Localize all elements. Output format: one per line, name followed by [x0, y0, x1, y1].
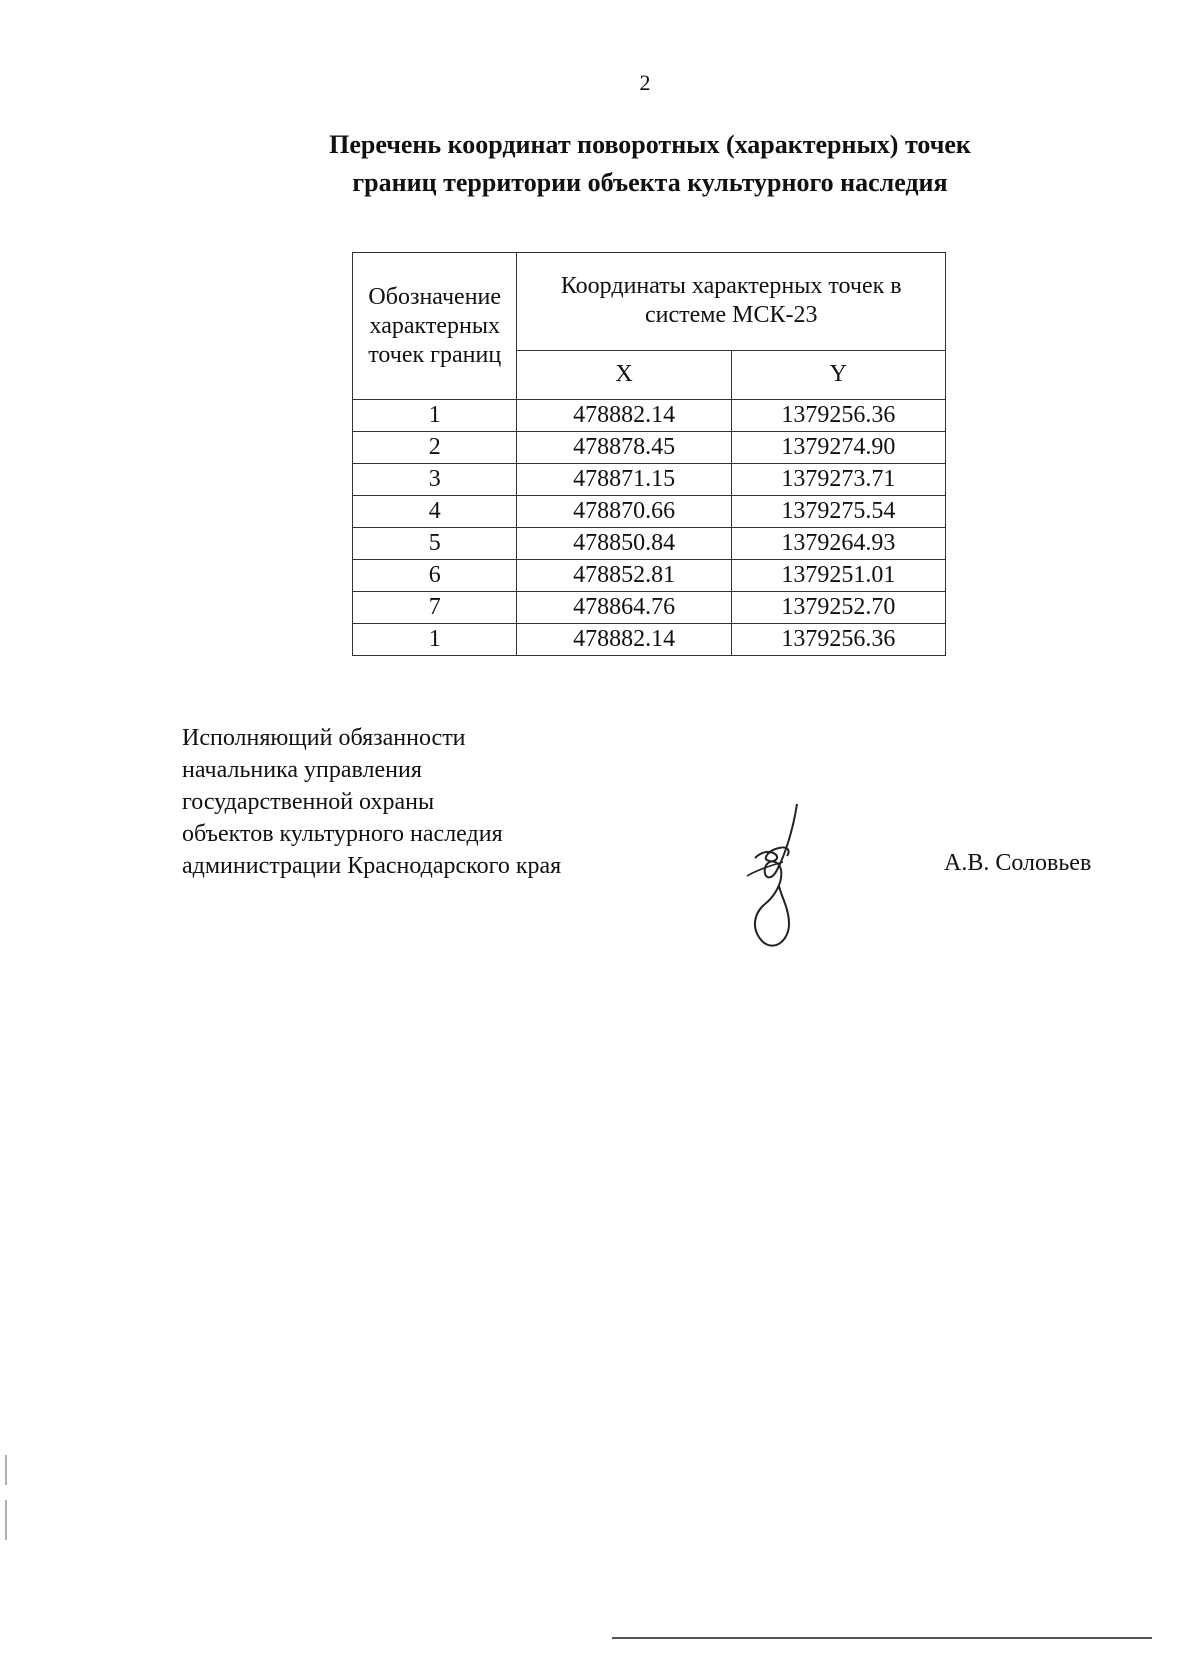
cell-point: 3: [353, 464, 517, 496]
position-line-5: администрации Краснодарского края: [182, 853, 562, 879]
document-title-line-2: границ территории объекта культурного наследия: [352, 168, 948, 197]
cell-x: 478882.14: [517, 624, 731, 656]
cell-y: 1379256.36: [731, 400, 945, 432]
cell-y: 1379264.93: [731, 528, 945, 560]
table-row: [353, 592, 946, 624]
cell-point: 2: [353, 432, 517, 464]
signer-name: А.В. Соловьев: [944, 850, 1092, 876]
position-line-2: начальника управления: [182, 757, 422, 783]
position-line-3: государственной охраны: [182, 789, 435, 815]
cell-point: 5: [353, 528, 517, 560]
bottom-rule: [612, 1637, 1152, 1639]
table-row: [353, 528, 946, 560]
handwritten-signature: [735, 800, 825, 950]
cell-y: 1379256.36: [731, 624, 945, 656]
cell-x: 478882.14: [517, 400, 731, 432]
document-title-line-1: Перечень координат поворотных (характерных) точек: [329, 130, 971, 159]
header-coordinates-line-2: системе МСК-23: [645, 302, 818, 329]
cell-x: 478870.66: [517, 496, 731, 528]
cell-point: 7: [353, 592, 517, 624]
cell-y: 1379275.54: [731, 496, 945, 528]
header-designation-line-2: характерных: [369, 312, 500, 339]
table-row: [353, 400, 946, 432]
position-line-1: Исполняющий обязанности: [182, 725, 466, 751]
cell-x: 478864.76: [517, 592, 731, 624]
cell-y: 1379252.70: [731, 592, 945, 624]
cell-y: 1379274.90: [731, 432, 945, 464]
cell-y: 1379273.71: [731, 464, 945, 496]
header-coordinates-group: [517, 253, 946, 351]
table-row: [353, 624, 946, 656]
scan-margin-mark: [5, 1500, 7, 1540]
header-designation-line-3: точек границ: [368, 341, 502, 368]
coordinates-table: [352, 252, 946, 656]
header-x: X: [517, 350, 731, 399]
page-number: 2: [639, 70, 651, 95]
signatory-position: [182, 722, 561, 882]
table-row: [353, 432, 946, 464]
scan-margin-mark: [5, 1455, 7, 1485]
header-designation-line-1: Обозначение: [368, 283, 502, 310]
cell-x: 478871.15: [517, 464, 731, 496]
header-coordinates-line-1: Координаты характерных точек в: [560, 273, 902, 300]
cell-point: 1: [353, 400, 517, 432]
position-line-4: объектов культурного наследия: [182, 821, 503, 847]
cell-x: 478852.81: [517, 560, 731, 592]
header-designation: [353, 253, 517, 400]
cell-point: 1: [353, 624, 517, 656]
header-y: Y: [731, 350, 945, 399]
document-title: [0, 126, 1200, 202]
cell-y: 1379251.01: [731, 560, 945, 592]
table-row: [353, 496, 946, 528]
cell-point: 6: [353, 560, 517, 592]
table-row: [353, 464, 946, 496]
cell-x: 478850.84: [517, 528, 731, 560]
table-row: [353, 560, 946, 592]
cell-point: 4: [353, 496, 517, 528]
cell-x: 478878.45: [517, 432, 731, 464]
